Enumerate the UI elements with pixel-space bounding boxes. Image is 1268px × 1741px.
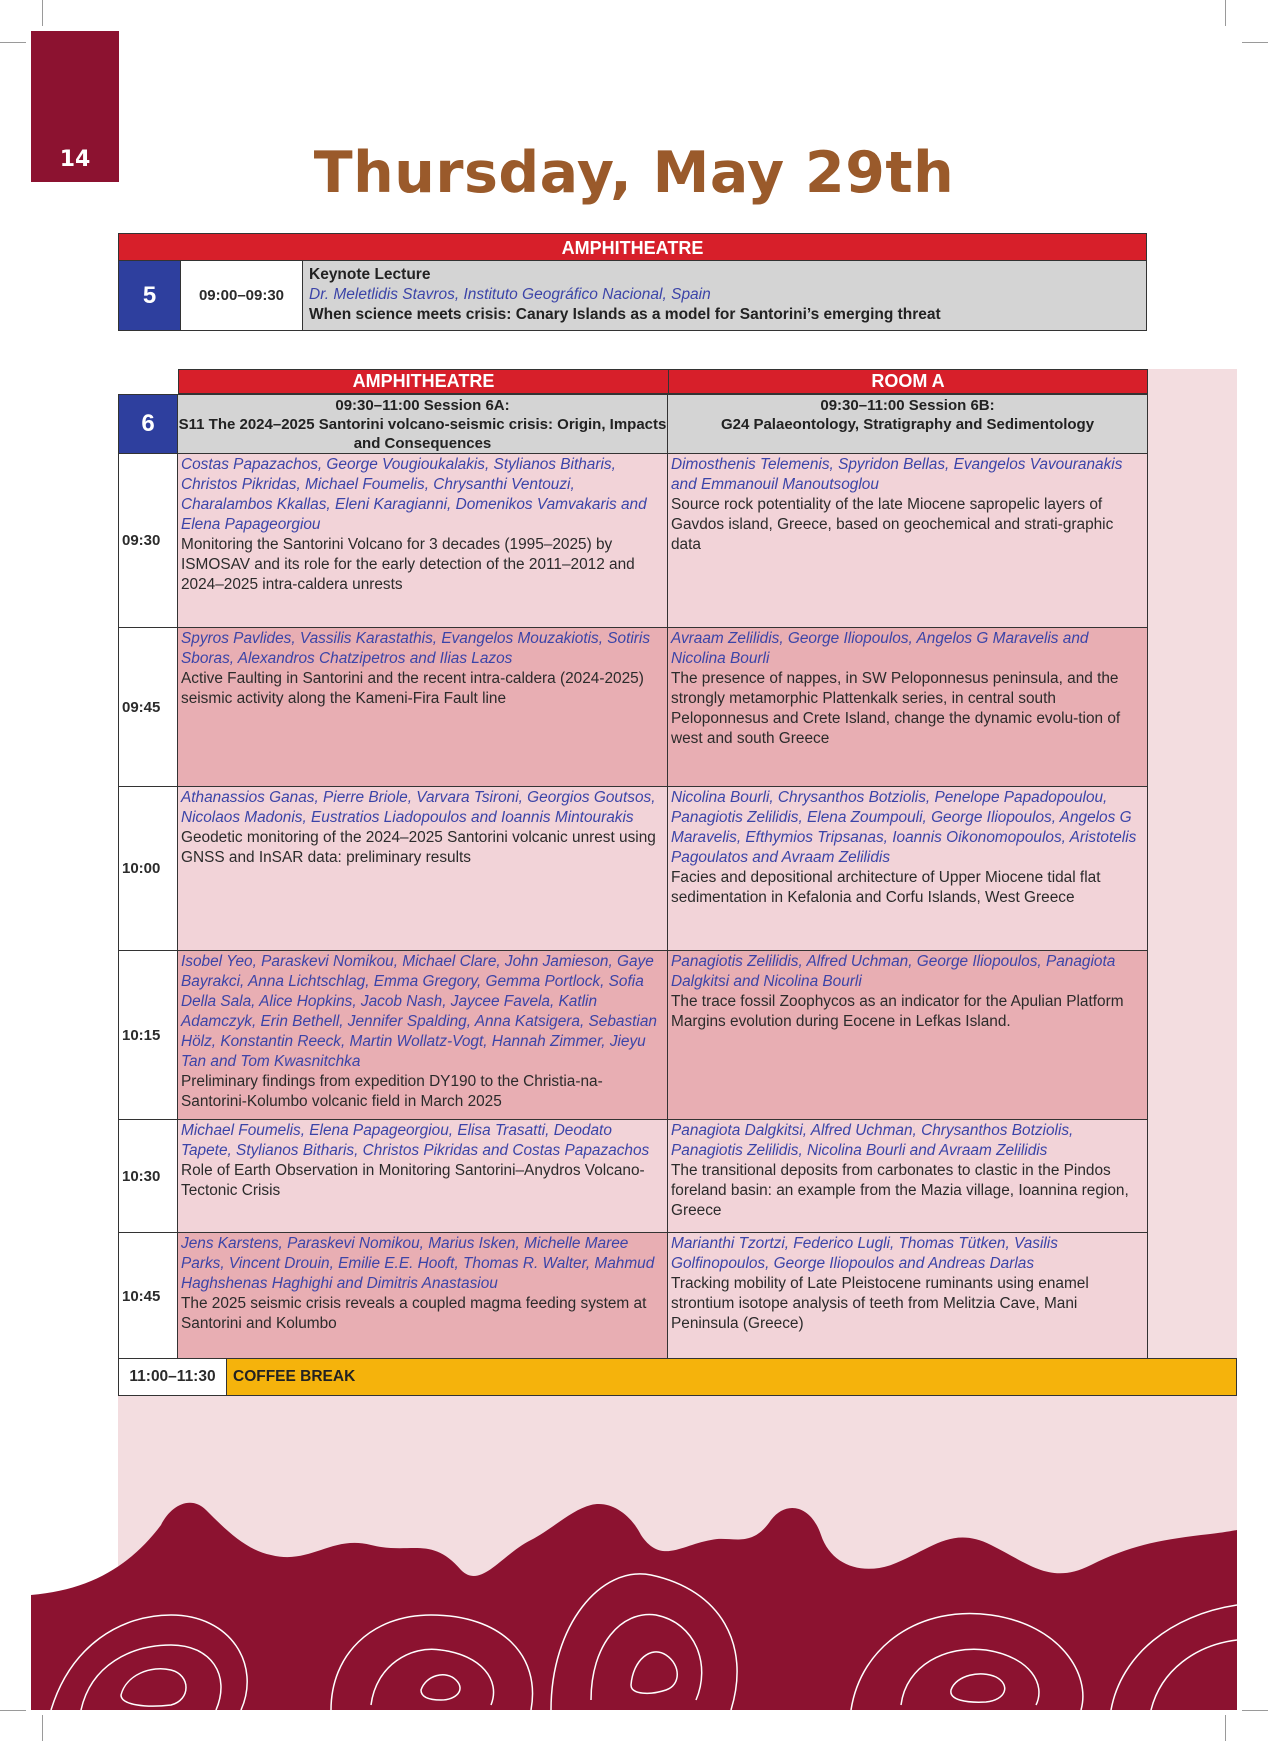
slot-time: 09:30 xyxy=(118,454,178,628)
keynote-details xyxy=(303,261,1146,330)
keynote-row xyxy=(118,261,1147,331)
talk-authors: Jens Karstens, Paraskevi Nomikou, Marius Isken, Michelle Maree Parks, Vincent Drouin, Emilie E.E. Hooft, Thomas R. Walter, Mahmud Haghshenas Haghighi and Dimitris Anastasiou xyxy=(181,1235,655,1292)
session-header-row xyxy=(118,394,1148,454)
coffee-break-row xyxy=(118,1358,1237,1396)
time-slot-1045 xyxy=(118,1233,1148,1360)
talk-6b-1045 xyxy=(668,1233,1148,1360)
page-title: Thursday, May 29th xyxy=(313,140,955,206)
talk-authors: Panagiotis Zelilidis, Alfred Uchman, George Iliopoulos, Panagiota Dalgkitsi and Nicolina Bourli xyxy=(671,953,1116,990)
talk-title: Facies and depositional architecture of Upper Miocene tidal flat sedimentation in Kefalonia and Corfu Islands, West Greece xyxy=(671,869,1101,906)
talk-title: The trace fossil Zoophycos as an indicator for the Apulian Platform Margins evolution during Eocene in Lefkas Island. xyxy=(671,993,1124,1030)
talk-6a-0930 xyxy=(178,454,668,628)
crop-mark xyxy=(0,1710,26,1711)
talk-authors: Avraam Zelilidis, George Iliopoulos, Angelos G Maravelis and Nicolina Bourli xyxy=(671,630,1089,667)
talk-6a-1045 xyxy=(178,1233,668,1360)
crop-mark xyxy=(42,0,43,26)
talk-title: Monitoring the Santorini Volcano for 3 decades (1995–2025) by ISMOSAV and its role for the early detection of the 2011–2012 and 2024–2025 intra-caldera unrests xyxy=(181,536,635,593)
talk-authors: Marianthi Tzortzi, Federico Lugli, Thomas Tütken, Vasilis Golfinopoulos, George Iliopoulos and Andreas Darlas xyxy=(671,1235,1058,1272)
talk-6b-0945 xyxy=(668,628,1148,787)
room-header-row xyxy=(118,369,1148,394)
talk-title: Tracking mobility of Late Pleistocene ruminants using enamel strontium isotope analysis of teeth from Melitzia Cave, Mani Peninsula (Greece) xyxy=(671,1275,1089,1332)
keynote-heading: Keynote Lecture xyxy=(309,266,431,283)
room-header-room-a: ROOM A xyxy=(668,369,1148,394)
talk-6b-1015 xyxy=(668,951,1148,1120)
slot-time: 10:45 xyxy=(118,1233,178,1360)
coffee-break-time: 11:00–11:30 xyxy=(118,1358,227,1396)
slot-time: 10:15 xyxy=(118,951,178,1120)
header-spacer xyxy=(118,369,178,394)
talk-6a-1000 xyxy=(178,787,668,951)
keynote-time: 09:00–09:30 xyxy=(181,261,303,330)
talk-6a-0945 xyxy=(178,628,668,787)
talk-authors: Athanassios Ganas, Pierre Briole, Varvara Tsironi, Georgios Goutsos, Nicolaos Madonis, Eustratios Liadopoulos and Ioannis Mintourakis xyxy=(181,789,656,826)
session-6b-title: G24 Palaeontology, Stratigraphy and Sedimentology xyxy=(720,416,1095,433)
session-6b-time: 09:30–11:00 Session 6B: xyxy=(820,397,995,414)
session-6b-header xyxy=(668,394,1148,454)
time-slot-1000 xyxy=(118,787,1148,951)
talk-title: Active Faulting in Santorini and the recent intra-caldera (2024-2025) seismic activity along the Kameni-Fira Fault line xyxy=(181,670,644,707)
time-slot-1015 xyxy=(118,951,1148,1120)
slot-time: 10:30 xyxy=(118,1120,178,1233)
talk-6a-1015 xyxy=(178,951,668,1120)
talk-authors: Nicolina Bourli, Chrysanthos Botziolis, Penelope Papadopoulou, Panagiotis Zelilidis, Elena Zoumpouli, George Iliopoulos, Angelos G Maravelis, Efthymios Tripsanas, Ioannis Oikonomopoulos, Aristotelis Pagoulatos and Avraam Zelilidis xyxy=(671,789,1137,866)
talk-title: Preliminary findings from expedition DY190 to the Christia-na-Santorini-Kolumbo volcanic field in March 2025 xyxy=(181,1073,603,1110)
crop-mark xyxy=(0,42,26,43)
talk-authors: Dimosthenis Telemenis, Spyridon Bellas, Evangelos Vavouranakis and Emmanouil Manoutsoglou xyxy=(671,456,1123,493)
contour-shape xyxy=(31,1503,1237,1710)
room-header-amphitheatre: AMPHITHEATRE xyxy=(178,369,668,394)
talk-6a-1030 xyxy=(178,1120,668,1233)
session-6-table xyxy=(118,369,1148,1360)
session-6a-title: S11 The 2024–2025 Santorini volcano-seismic crisis: Origin, Impacts and Consequences xyxy=(178,416,667,452)
time-slot-0945 xyxy=(118,628,1148,787)
talk-authors: Panagiota Dalgkitsi, Alfred Uchman, Chrysanthos Botziolis, Panagiotis Zelilidis, Nicolina Bourli and Avraam Zelilidis xyxy=(671,1122,1074,1159)
talk-title: The 2025 seismic crisis reveals a coupled magma feeding system at Santorini and Kolumbo xyxy=(181,1295,647,1332)
talk-title: Role of Earth Observation in Monitoring Santorini–Anydros Volcano-Tectonic Crisis xyxy=(181,1162,645,1199)
keynote-talk-title: When science meets crisis: Canary Islands as a model for Santorini’s emerging threat xyxy=(309,306,941,323)
talk-title: The presence of nappes, in SW Peloponnesus peninsula, and the strongly metamorphic Plattenkalk series, in central south Peloponnesus and Crete Island, change the dynamic evolu-tion of west and south Greece xyxy=(671,670,1121,747)
coffee-break-label: COFFEE BREAK xyxy=(227,1358,1237,1396)
talk-6b-1030 xyxy=(668,1120,1148,1233)
talk-6b-1000 xyxy=(668,787,1148,951)
keynote-room-header: AMPHITHEATRE xyxy=(118,233,1147,261)
keynote-speaker: Dr. Meletlidis Stavros, Instituto Geográfico Nacional, Spain xyxy=(309,286,711,303)
keynote-block xyxy=(118,233,1147,331)
session-6a-header xyxy=(178,394,668,454)
time-slot-1030 xyxy=(118,1120,1148,1233)
talk-title: The transitional deposits from carbonates to clastic in the Pindos foreland basin: an example from the Mazia village, Ioannina region, Greece xyxy=(671,1162,1129,1219)
session-6a-time: 09:30–11:00 Session 6A: xyxy=(335,397,510,414)
crop-mark xyxy=(1242,42,1268,43)
talk-authors: Spyros Pavlides, Vassilis Karastathis, Evangelos Mouzakiotis, Sotiris Sboras, Alexandros Chatzipetros and Ilias Lazos xyxy=(181,630,651,667)
crop-mark xyxy=(1225,1715,1226,1741)
slot-time: 10:00 xyxy=(118,787,178,951)
session-number: 6 xyxy=(118,394,178,454)
slot-time: 09:45 xyxy=(118,628,178,787)
keynote-session-number: 5 xyxy=(119,261,181,330)
talk-title: Source rock potentiality of the late Miocene sapropelic layers of Gavdos island, Greece, based on geochemical and strati-graphic data xyxy=(671,496,1114,553)
talk-6b-0930 xyxy=(668,454,1148,628)
talk-authors: Michael Foumelis, Elena Papageorgiou, Elisa Trasatti, Deodato Tapete, Stylianos Bitharis, Christos Pikridas and Costas Papazachos xyxy=(181,1122,650,1159)
topographic-decoration xyxy=(31,1495,1237,1710)
crop-mark xyxy=(42,1715,43,1741)
time-slot-0930 xyxy=(118,454,1148,628)
talk-title: Geodetic monitoring of the 2024–2025 Santorini volcanic unrest using GNSS and InSAR data: preliminary results xyxy=(181,829,656,866)
page-number: 14 xyxy=(59,147,91,172)
talk-authors: Costas Papazachos, George Vougioukalakis, Stylianos Bitharis, Christos Pikridas, Michael Foumelis, Chrysanthi Ventouzi, Charalambos Kkallas, Eleni Karagianni, Domenikos Vamvakaris and Elena Papageorgiou xyxy=(181,456,647,533)
crop-mark xyxy=(1225,0,1226,26)
talk-authors: Isobel Yeo, Paraskevi Nomikou, Michael Clare, John Jamieson, Gaye Bayrakci, Anna Lichtschlag, Emma Gregory, Gemma Portlock, Sofia Della Sala, Alice Hopkins, Jacob Nash, Jaycee Favela, Katlin Adamczyk, Erin Bethell, Jennifer Spalding, Anna Katsigera, Sebastian Hölz, Konstantin Reeck, Martin Wollatz-Vogt, Hannah Zimmer, Jieyu Tan and Tom Kwasnitchka xyxy=(181,953,657,1070)
crop-mark xyxy=(1242,1710,1268,1711)
